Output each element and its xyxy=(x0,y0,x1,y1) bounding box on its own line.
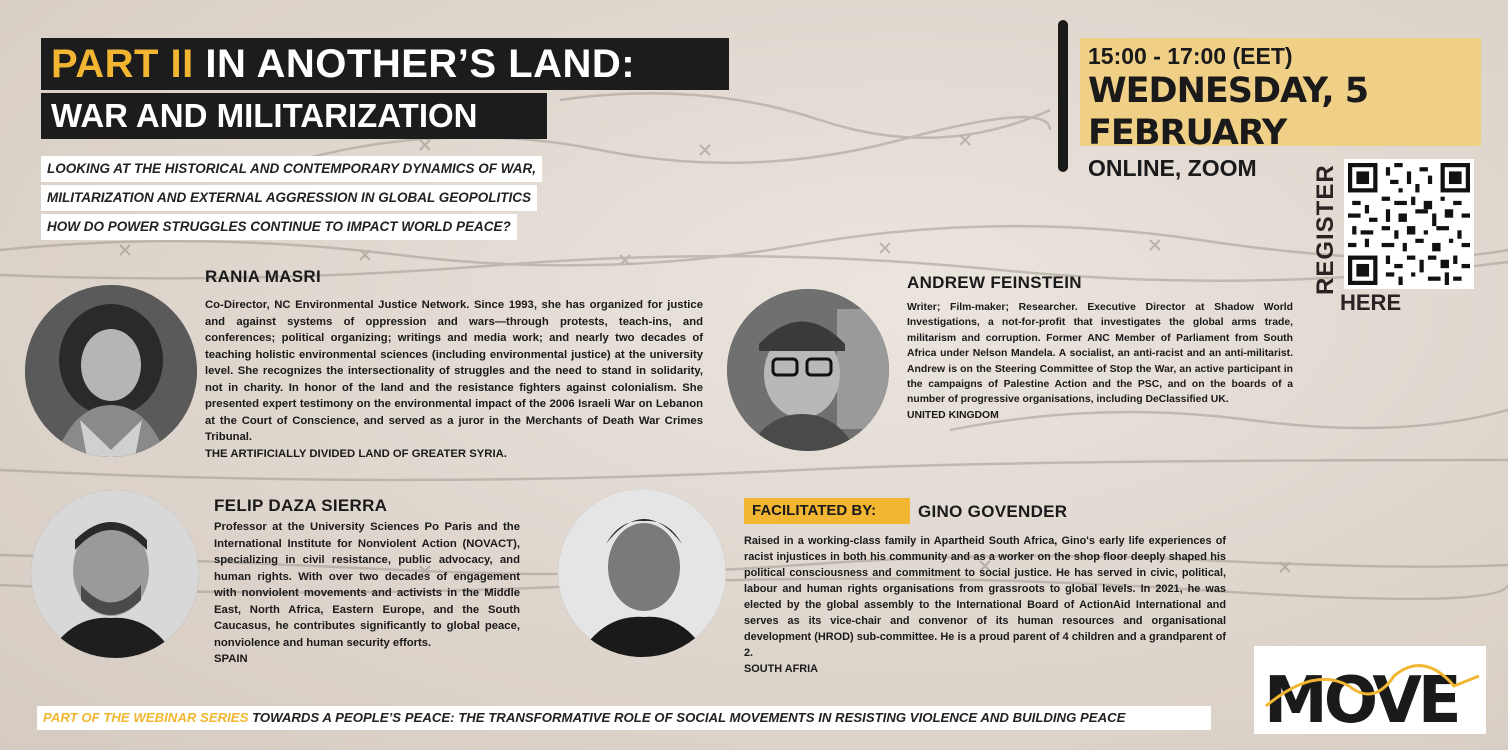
register-here-label: HERE xyxy=(1340,290,1402,315)
event-location: ONLINE, ZOOM xyxy=(1088,155,1257,181)
felip-daza-sierra-bio xyxy=(214,519,520,668)
felip-portrait xyxy=(31,490,199,658)
andrew-feinstein-name: ANDREW FEINSTEIN xyxy=(907,273,1082,292)
felip-daza-sierra-photo xyxy=(31,490,199,658)
andrew-portrait xyxy=(727,289,889,451)
andrew-feinstein-bio-text: Writer; Film-maker; Researcher. Executive Director at Shadow World Investigations, a not-for-profit that investigates the global arms trade, militarism and corruption. Former ANC Member of Parliament from South Africa under Nelson Mandela. A socialist, an anti-racist and an anti-militarist. Andrew is on the Steering Committee of Stop the War, an active participant in the campaigns of Palestine Action and the PSC, and on the boards of a number of progressive organisations, including DeClassified UK. xyxy=(907,302,1293,406)
move-logo-graphic xyxy=(1254,646,1486,734)
title-line-2: WAR AND MILITARIZATION xyxy=(41,93,547,139)
register-label: REGISTER xyxy=(1312,164,1339,295)
gino-govender-bio xyxy=(744,533,1226,677)
rania-masri-bio-text: Co-Director, NC Environmental Justice Network. Since 1993, she has organized for justice and against systems of oppression and wars—through protests, teach-ins, and conferences; political organizing; writings and media work; and nearly two decades of teaching holistic environmental sciences (including environmental justice) at the university level. She recognizes the intersectionality of struggles and the need to stand in solidarity, not in charity. In honor of the land and the resistance fighters against colonialism. She presented expert testimony on the environmental impact of the 2006 Israeli War on Lebanon at the Court of Conscience, and served as a juror in the Merchants of Death War Crimes Tribunal. xyxy=(205,299,703,443)
felip-daza-sierra-bio-text: Professor at the University Sciences Po Paris and the International Institute for Nonviolent Action (NOVACT), specializing in civil resistance, public advocacy, and human rights. With over two decades of engagement with nonviolent movements and activists in the Middle East, North Africa, Eastern Europe, and the South Caucasus, he contributes significantly to global peace, nonviolence and human security efforts. xyxy=(214,521,520,649)
gino-govender-photo xyxy=(558,489,726,657)
move-logo-text: MOVE xyxy=(1264,664,1458,734)
gino-govender-bio-text: Raised in a working-class family in Apartheid South Africa, Gino's early life experiences of racist injustices in both his community and as a worker on the shop floor deeply shaped his political consciousness and commitment to social justice. He has served in civic, political, labour and human rights organisations from grassroots to global levels. In 2021, he was elected by the global assembly to the International Board of ActionAid International and serves as its vice-chair and convenor of its human resources and organisational development (HROD) sub-committee. He is a proud parent of 4 children and a grandparent of 2. xyxy=(744,535,1226,659)
move-logo xyxy=(1254,646,1486,734)
divider-bar xyxy=(1058,20,1068,172)
rania-masri-name: RANIA MASRI xyxy=(205,267,321,286)
webinar-series-footer xyxy=(37,706,1211,730)
rania-masri-bio xyxy=(205,297,703,462)
gino-govender-name: GINO GOVENDER xyxy=(918,502,1068,521)
facilitated-by-badge: FACILITATED BY: xyxy=(744,498,910,524)
intro-line-2: MILITARIZATION AND EXTERNAL AGGRESSION IN GLOBAL GEOPOLITICS xyxy=(41,185,537,211)
rania-masri-country: THE ARTIFICIALLY DIVIDED LAND OF GREATER SYRIA. xyxy=(205,447,507,460)
event-time: 15:00 - 17:00 (EET) xyxy=(1088,43,1293,69)
felip-daza-sierra-name: FELIP DAZA SIERRA xyxy=(214,496,388,515)
footer-accent: PART OF THE WEBINAR SERIES xyxy=(43,710,249,725)
date-box xyxy=(1080,38,1481,181)
gino-govender-country: SOUTH AFRIA xyxy=(744,663,819,675)
andrew-feinstein-photo xyxy=(727,289,889,451)
intro-line-1: LOOKING AT THE HISTORICAL AND CONTEMPORARY DYNAMICS OF WAR, xyxy=(41,156,542,182)
andrew-feinstein-bio xyxy=(907,300,1293,423)
intro-line-3: HOW DO POWER STRUGGLES CONTINUE TO IMPACT WORLD PEACE? xyxy=(41,214,517,240)
qr-code-graphic xyxy=(1348,163,1470,285)
footer-rest: TOWARDS A PEOPLE’S PEACE: THE TRANSFORMATIVE ROLE OF SOCIAL MOVEMENTS IN RESISTING VIOLENCE AND BUILDING PEACE xyxy=(248,710,1126,725)
title-line-1-rest: IN ANOTHER’S LAND: xyxy=(193,42,636,86)
rania-portrait xyxy=(25,285,197,457)
gino-portrait xyxy=(558,489,726,657)
qr-code[interactable] xyxy=(1344,159,1474,289)
title-line-1 xyxy=(41,38,729,90)
andrew-feinstein-country: UNITED KINGDOM xyxy=(907,409,999,421)
event-day: WEDNESDAY, 5 FEBRUARY xyxy=(1088,71,1369,153)
title-part: PART II xyxy=(51,42,194,86)
felip-daza-sierra-country: SPAIN xyxy=(214,653,248,665)
rania-masri-photo xyxy=(25,285,197,457)
